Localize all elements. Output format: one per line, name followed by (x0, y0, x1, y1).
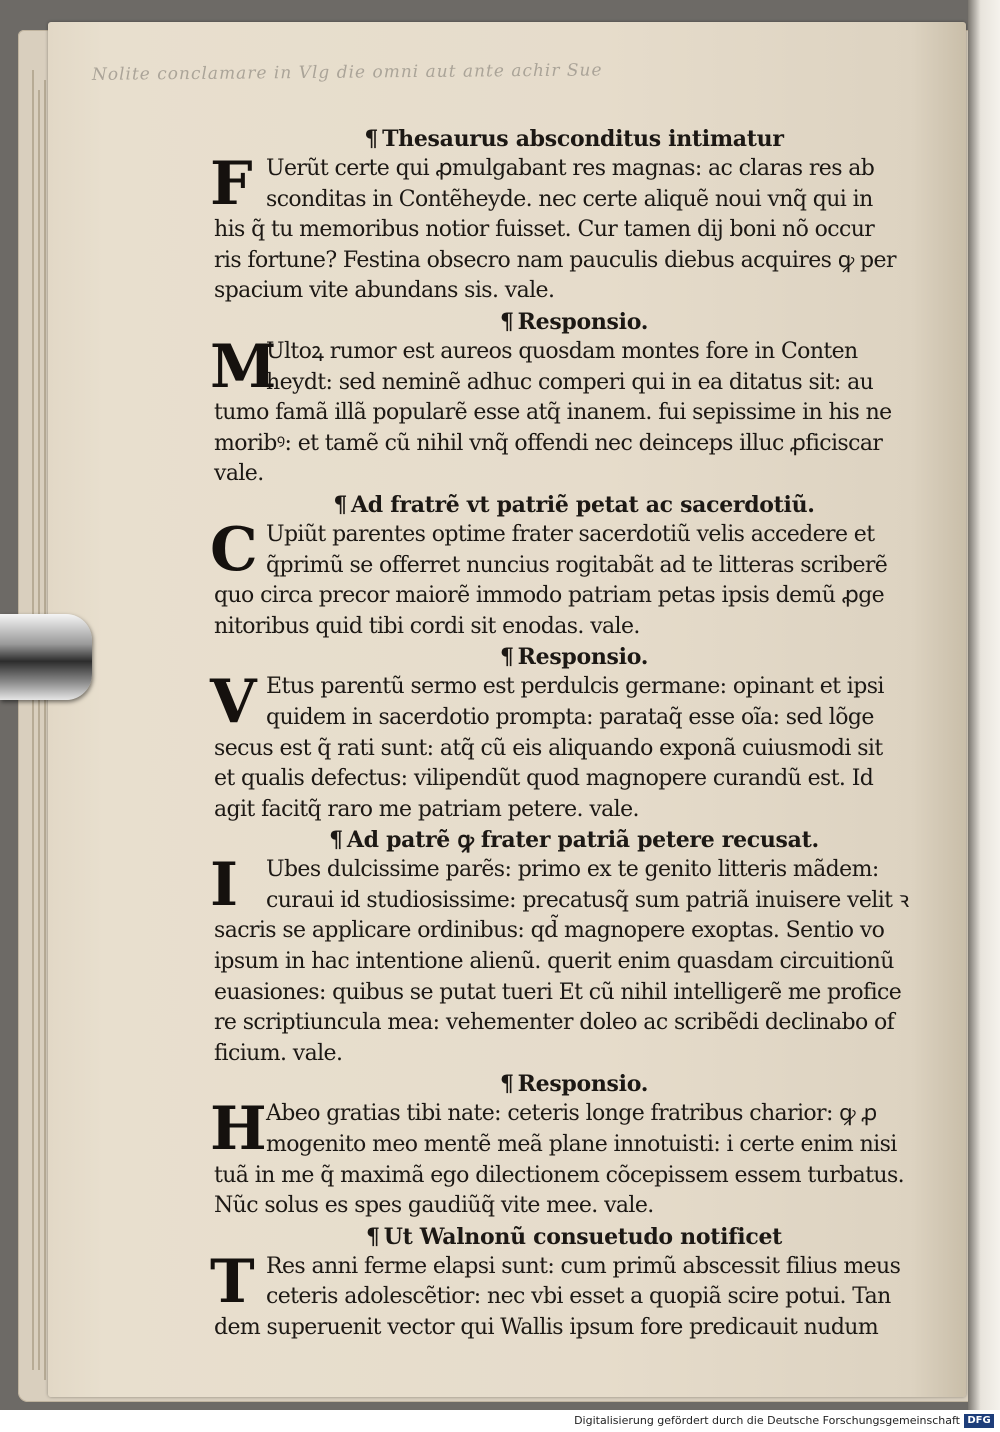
text-line: curaui id studiosissime: precatusq̃ sum patriã inuisere velit ꝛ (266, 887, 909, 913)
letter-paragraph (210, 149, 934, 307)
printed-text-block (210, 124, 934, 1344)
text-line: ris fortune? Festina obsecro nam pauculis diebus acquires ꝙ per (214, 247, 896, 273)
text-line: secus est q̃ rati sunt: atq̃ cũ eis aliquando exponã cuiusmodi sit (214, 735, 883, 761)
initial-letter: F (210, 149, 253, 219)
text-line: ipsum in hac intentione alienũ. querit enim quasdam circuitionũ (214, 949, 894, 975)
text-line: Ultoꝝ rumor est aureos quosdam montes fore in Conten (266, 338, 858, 364)
text-line: sconditas in Contẽheyde. nec certe aliquẽ noui vnq̃ qui in (266, 186, 873, 212)
text-line: sacris se applicare ordinibus: qd̃ magnopere exoptas. Sentio vo (214, 918, 885, 944)
section-heading (214, 642, 934, 672)
text-line: quidem in sacerdotio prompta: parataq̃ esse oĩa: sed lõge (266, 704, 874, 730)
pilcrow-icon: ¶ (499, 1071, 514, 1098)
pilcrow-icon: ¶ (499, 644, 514, 671)
section-heading (214, 825, 934, 855)
text-line: ceteris adolescẽtior: nec vbi esset a quopiã scire potui. Tan (266, 1284, 891, 1310)
text-line: moribꝰ: et tamẽ cũ nihil vnq̃ offendi nec deinceps illuc ꝓficiscar (214, 430, 883, 456)
pilcrow-icon: ¶ (329, 827, 343, 854)
text-line: euasiones: quibus se putat tueri Et cũ nihil intelligerẽ me profice (214, 979, 902, 1005)
text-line: quo circa precor maiorẽ immodo patriam petas ipsis demũ ꝓge (214, 583, 885, 609)
pilcrow-icon: ¶ (364, 126, 379, 152)
text-line: Uerũt certe qui ꝓmulgabant res magnas: ac claras res ab (266, 156, 875, 181)
footer-credit: Digitalisierung gefördert durch die Deutsche Forschungsgemeinschaft (574, 1414, 960, 1427)
initial-letter: T (210, 1246, 255, 1317)
text-line: his q̃ tu memoribus notior fuisset. Cur tamen dij boni nõ occur (214, 217, 875, 243)
text-line: mogenito meo mentẽ meã plane innotuisti: i certe enim nisi (266, 1132, 897, 1158)
pilcrow-icon: ¶ (499, 308, 514, 335)
footer-bar (0, 1410, 1000, 1432)
facing-page-edge (968, 0, 1000, 1410)
text-line: nitoribus quid tibi cordi sit enodas. vale. (214, 613, 640, 639)
section-heading (214, 307, 934, 337)
page-clamp (0, 614, 92, 700)
text-line: dem superuenit vector qui Wallis ipsum fore predicauit nudum (214, 1315, 879, 1340)
text-line: Abeo gratias tibi nate: ceteris longe fratribus charior: ꝙ ꝓ (266, 1101, 877, 1127)
letter-paragraph (210, 514, 934, 642)
text-line: Nũc solus es spes gaudiũq̃ vite mee. vale. (214, 1193, 654, 1219)
text-line: vale. (214, 461, 264, 487)
initial-letter: M (210, 331, 277, 402)
text-line: re scriptiuncula mea: vehementer doleo ac scribẽdi declinabo of (214, 1010, 895, 1036)
initial-letter: V (210, 667, 257, 738)
text-line: Upiũt parentes optime frater sacerdotiũ velis accedere et (266, 521, 875, 547)
text-line: heydt: sed neminẽ adhuc comperi qui in ea ditatus sit: au (266, 369, 874, 395)
section-heading-text: Ad patrẽ ꝙ frater patriã petere recusat. (346, 827, 819, 854)
dfg-logo: DFG (964, 1414, 994, 1428)
text-line: Res anni ferme elapsi sunt: cum primũ abscessit filius meus (266, 1253, 901, 1279)
text-line: et qualis defectus: vilipendũt quod magnopere curandũ est. Id (214, 766, 874, 792)
letter-paragraph (210, 850, 934, 1069)
section-heading (214, 1222, 934, 1252)
text-line: Ubes dulcissime parẽs: primo ex te genito litteris mãdem: (266, 857, 879, 883)
section-heading (214, 124, 934, 154)
letter-paragraph (210, 667, 934, 825)
handwritten-marginalia: Nolite conclamare in Vlg die omni aut ante achir Sue (91, 60, 603, 85)
pilcrow-icon: ¶ (365, 1223, 380, 1250)
initial-letter: I (210, 850, 239, 921)
text-line: spacium vite abundans sis. vale. (214, 278, 555, 304)
section-heading-text: Responsio. (517, 308, 649, 335)
section-heading-text: Responsio. (517, 644, 649, 671)
section-heading-text: Ad fratrẽ vt patriẽ petat ac sacerdotiũ. (351, 491, 815, 518)
section-heading-text: Thesaurus absconditus intimatur (382, 126, 784, 152)
text-line: ficium. vale. (214, 1040, 343, 1066)
initial-letter: C (210, 514, 258, 585)
section-heading-text: Responsio. (517, 1071, 649, 1098)
text-line: Etus parentũ sermo est perdulcis germane: opinant et ipsi (266, 674, 884, 700)
text-line: tumo famã illã popularẽ esse atq̃ inanem. fui sepissime in his ne (214, 400, 892, 426)
letter-paragraph (210, 1094, 934, 1221)
letter-paragraph (210, 1246, 934, 1344)
text-line: agit facitq̃ raro me patriam petere. vale. (214, 796, 639, 822)
section-heading (214, 490, 934, 520)
section-heading-text: Ut Walnonũ consuetudo notificet (383, 1223, 783, 1250)
initial-letter: H (210, 1094, 267, 1165)
text-line: tuã in me q̃ maximã ego dilectionem cõcepissem essem turbatus. (214, 1162, 905, 1188)
text-line: q̃primũ se offerret nuncius rogitabãt ad te litteras scriberẽ (266, 552, 888, 578)
letter-paragraph (210, 331, 934, 490)
section-heading (214, 1069, 934, 1099)
pilcrow-icon: ¶ (333, 491, 348, 518)
